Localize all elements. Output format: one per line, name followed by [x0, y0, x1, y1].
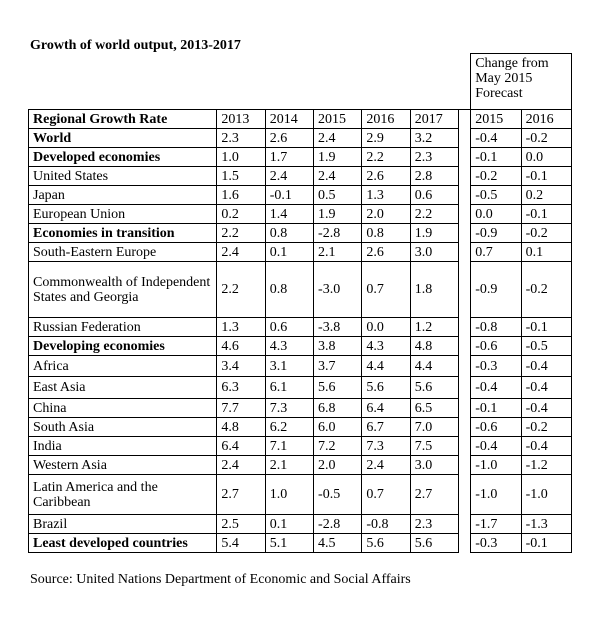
- change-value: 0.1: [521, 243, 571, 262]
- growth-value: 1.8: [410, 262, 458, 318]
- growth-value: 5.6: [362, 534, 410, 553]
- growth-value: 4.4: [362, 356, 410, 377]
- change-value: -0.4: [521, 356, 571, 377]
- growth-value: 2.4: [217, 243, 265, 262]
- change-value: -0.4: [471, 129, 521, 148]
- table-row: [29, 167, 572, 186]
- region-label: Japan: [29, 186, 217, 205]
- region-label: European Union: [29, 205, 217, 224]
- growth-value: 7.2: [314, 437, 362, 456]
- growth-value: 7.5: [410, 437, 458, 456]
- growth-value: 2.9: [362, 129, 410, 148]
- table-row: [29, 243, 572, 262]
- change-value: -0.1: [521, 534, 571, 553]
- table-row: [29, 515, 572, 534]
- growth-value: 2.0: [314, 456, 362, 475]
- table-row: [29, 437, 572, 456]
- table-row: [29, 318, 572, 337]
- change-value: -0.9: [471, 262, 521, 318]
- region-label: Latin America and the Caribbean: [29, 475, 217, 515]
- region-label: Developed economies: [29, 148, 217, 167]
- table-row: [29, 456, 572, 475]
- region-label: Western Asia: [29, 456, 217, 475]
- growth-value: -3.0: [314, 262, 362, 318]
- growth-value: 7.3: [265, 399, 313, 418]
- growth-value: 1.3: [217, 318, 265, 337]
- growth-value: 1.3: [362, 186, 410, 205]
- growth-value: 1.9: [314, 148, 362, 167]
- table-row: [29, 356, 572, 377]
- growth-value: 2.4: [314, 167, 362, 186]
- source-note: Source: United Nations Department of Economic and Social Affairs: [30, 572, 411, 587]
- growth-value: 2.2: [217, 224, 265, 243]
- growth-value: -2.8: [314, 224, 362, 243]
- region-label: United States: [29, 167, 217, 186]
- growth-value: 0.8: [265, 224, 313, 243]
- growth-value: 0.7: [362, 475, 410, 515]
- change-value: -0.9: [471, 224, 521, 243]
- table-row: [29, 262, 572, 318]
- change-value: -0.1: [521, 167, 571, 186]
- growth-value: 1.6: [217, 186, 265, 205]
- change-value: -0.4: [471, 437, 521, 456]
- growth-value: 3.8: [314, 337, 362, 356]
- region-label: Economies in transition: [29, 224, 217, 243]
- growth-value: 7.7: [217, 399, 265, 418]
- growth-value: 2.8: [410, 167, 458, 186]
- growth-value: 0.0: [362, 318, 410, 337]
- growth-value: 6.3: [217, 377, 265, 399]
- growth-value: 5.6: [314, 377, 362, 399]
- region-label: Commonwealth of Independent States and Georgia: [29, 262, 217, 318]
- growth-value: 1.9: [410, 224, 458, 243]
- growth-value: 2.2: [410, 205, 458, 224]
- growth-value: 6.4: [362, 399, 410, 418]
- header-year: 2013: [217, 110, 265, 129]
- growth-value: 6.2: [265, 418, 313, 437]
- growth-value: 6.0: [314, 418, 362, 437]
- growth-value: 3.0: [410, 243, 458, 262]
- change-value: -0.5: [471, 186, 521, 205]
- change-value: -0.4: [521, 437, 571, 456]
- table-row: [29, 148, 572, 167]
- change-value: -1.7: [471, 515, 521, 534]
- growth-value: 6.7: [362, 418, 410, 437]
- growth-value: 3.0: [410, 456, 458, 475]
- growth-value: 3.2: [410, 129, 458, 148]
- change-value: -0.8: [471, 318, 521, 337]
- growth-value: 0.8: [265, 262, 313, 318]
- growth-value: 4.8: [410, 337, 458, 356]
- growth-value: -0.1: [265, 186, 313, 205]
- region-label: Russian Federation: [29, 318, 217, 337]
- region-label: Brazil: [29, 515, 217, 534]
- growth-value: 3.1: [265, 356, 313, 377]
- table-row: [29, 418, 572, 437]
- growth-value: 2.1: [314, 243, 362, 262]
- growth-value: 1.7: [265, 148, 313, 167]
- column-header-row: [29, 110, 572, 129]
- region-label: South Asia: [29, 418, 217, 437]
- growth-value: 1.4: [265, 205, 313, 224]
- growth-value: 2.4: [314, 129, 362, 148]
- growth-value: 5.6: [410, 534, 458, 553]
- growth-value: 1.2: [410, 318, 458, 337]
- table-title: Growth of world output, 2013-2017: [30, 38, 241, 53]
- change-value: -0.2: [521, 224, 571, 243]
- header-year: 2014: [265, 110, 313, 129]
- change-value: -0.4: [521, 377, 571, 399]
- growth-value: 5.6: [410, 377, 458, 399]
- change-value: -0.4: [521, 399, 571, 418]
- growth-value: 5.1: [265, 534, 313, 553]
- table-row: [29, 337, 572, 356]
- growth-value: 1.9: [314, 205, 362, 224]
- growth-value: 0.1: [265, 243, 313, 262]
- change-value: -0.6: [471, 418, 521, 437]
- growth-value: 0.2: [217, 205, 265, 224]
- change-value: -1.0: [471, 475, 521, 515]
- growth-value: 0.8: [362, 224, 410, 243]
- table-row: [29, 377, 572, 399]
- change-value: -0.3: [471, 534, 521, 553]
- growth-value: 2.5: [217, 515, 265, 534]
- growth-value: 1.0: [265, 475, 313, 515]
- table-row: [29, 205, 572, 224]
- growth-value: 0.5: [314, 186, 362, 205]
- growth-value: 0.6: [410, 186, 458, 205]
- change-header: Change from May 2015 Forecast: [471, 54, 572, 110]
- region-label: East Asia: [29, 377, 217, 399]
- growth-value: 3.7: [314, 356, 362, 377]
- growth-value: 2.0: [362, 205, 410, 224]
- table-row: [29, 224, 572, 243]
- growth-value: 2.6: [265, 129, 313, 148]
- change-value: -1.3: [521, 515, 571, 534]
- table-row: [29, 475, 572, 515]
- growth-value: 0.7: [362, 262, 410, 318]
- change-value: 0.0: [521, 148, 571, 167]
- growth-value: 5.6: [362, 377, 410, 399]
- header-year: 2015: [314, 110, 362, 129]
- change-value: 0.2: [521, 186, 571, 205]
- change-value: -0.1: [521, 205, 571, 224]
- change-value: -0.3: [471, 356, 521, 377]
- growth-value: 6.8: [314, 399, 362, 418]
- growth-value: 2.4: [362, 456, 410, 475]
- change-value: -0.2: [521, 418, 571, 437]
- region-label: Developing economies: [29, 337, 217, 356]
- growth-value: 3.4: [217, 356, 265, 377]
- table-row: [29, 534, 572, 553]
- header-year: 2016: [362, 110, 410, 129]
- table-row: [29, 129, 572, 148]
- change-value: -0.2: [521, 262, 571, 318]
- growth-value: 2.2: [362, 148, 410, 167]
- change-value: -1.2: [521, 456, 571, 475]
- growth-value: 2.7: [217, 475, 265, 515]
- growth-value: -0.5: [314, 475, 362, 515]
- growth-value: 1.0: [217, 148, 265, 167]
- growth-value: 2.1: [265, 456, 313, 475]
- growth-value: 1.5: [217, 167, 265, 186]
- growth-value: 0.1: [265, 515, 313, 534]
- change-value: -0.1: [471, 399, 521, 418]
- table-row: [29, 186, 572, 205]
- growth-value: 2.6: [362, 167, 410, 186]
- change-value: 0.7: [471, 243, 521, 262]
- growth-value: 2.3: [410, 515, 458, 534]
- change-value: -0.4: [471, 377, 521, 399]
- growth-value: -2.8: [314, 515, 362, 534]
- growth-value: 4.3: [362, 337, 410, 356]
- change-value: -0.1: [521, 318, 571, 337]
- growth-value: 7.0: [410, 418, 458, 437]
- change-value: -0.2: [471, 167, 521, 186]
- change-value: -1.0: [471, 456, 521, 475]
- table-row: [29, 399, 572, 418]
- growth-value: 6.5: [410, 399, 458, 418]
- change-header-row: [29, 54, 572, 110]
- region-label: India: [29, 437, 217, 456]
- change-value: -0.2: [521, 129, 571, 148]
- header-change-year: 2016: [521, 110, 571, 129]
- growth-value: 5.4: [217, 534, 265, 553]
- growth-value: 2.6: [362, 243, 410, 262]
- header-label: Regional Growth Rate: [29, 110, 217, 129]
- growth-value: 4.5: [314, 534, 362, 553]
- region-label: World: [29, 129, 217, 148]
- region-label: Least developed countries: [29, 534, 217, 553]
- growth-value: 2.3: [410, 148, 458, 167]
- region-label: China: [29, 399, 217, 418]
- growth-value: 4.6: [217, 337, 265, 356]
- change-value: 0.0: [471, 205, 521, 224]
- header-change-year: 2015: [471, 110, 521, 129]
- growth-value: 4.4: [410, 356, 458, 377]
- growth-value: -3.8: [314, 318, 362, 337]
- growth-value: 4.8: [217, 418, 265, 437]
- growth-value: 4.3: [265, 337, 313, 356]
- growth-value: 2.4: [265, 167, 313, 186]
- change-value: -0.5: [521, 337, 571, 356]
- region-label: South-Eastern Europe: [29, 243, 217, 262]
- growth-value: 2.2: [217, 262, 265, 318]
- change-value: -0.6: [471, 337, 521, 356]
- growth-value: -0.8: [362, 515, 410, 534]
- growth-value: 6.1: [265, 377, 313, 399]
- growth-value: 0.6: [265, 318, 313, 337]
- growth-value: 7.1: [265, 437, 313, 456]
- change-value: -1.0: [521, 475, 571, 515]
- region-label: Africa: [29, 356, 217, 377]
- growth-value: 2.7: [410, 475, 458, 515]
- header-year: 2017: [410, 110, 458, 129]
- growth-value: 7.3: [362, 437, 410, 456]
- growth-value: 2.4: [217, 456, 265, 475]
- growth-value: 6.4: [217, 437, 265, 456]
- change-value: -0.1: [471, 148, 521, 167]
- growth-value: 2.3: [217, 129, 265, 148]
- growth-table: [28, 53, 572, 553]
